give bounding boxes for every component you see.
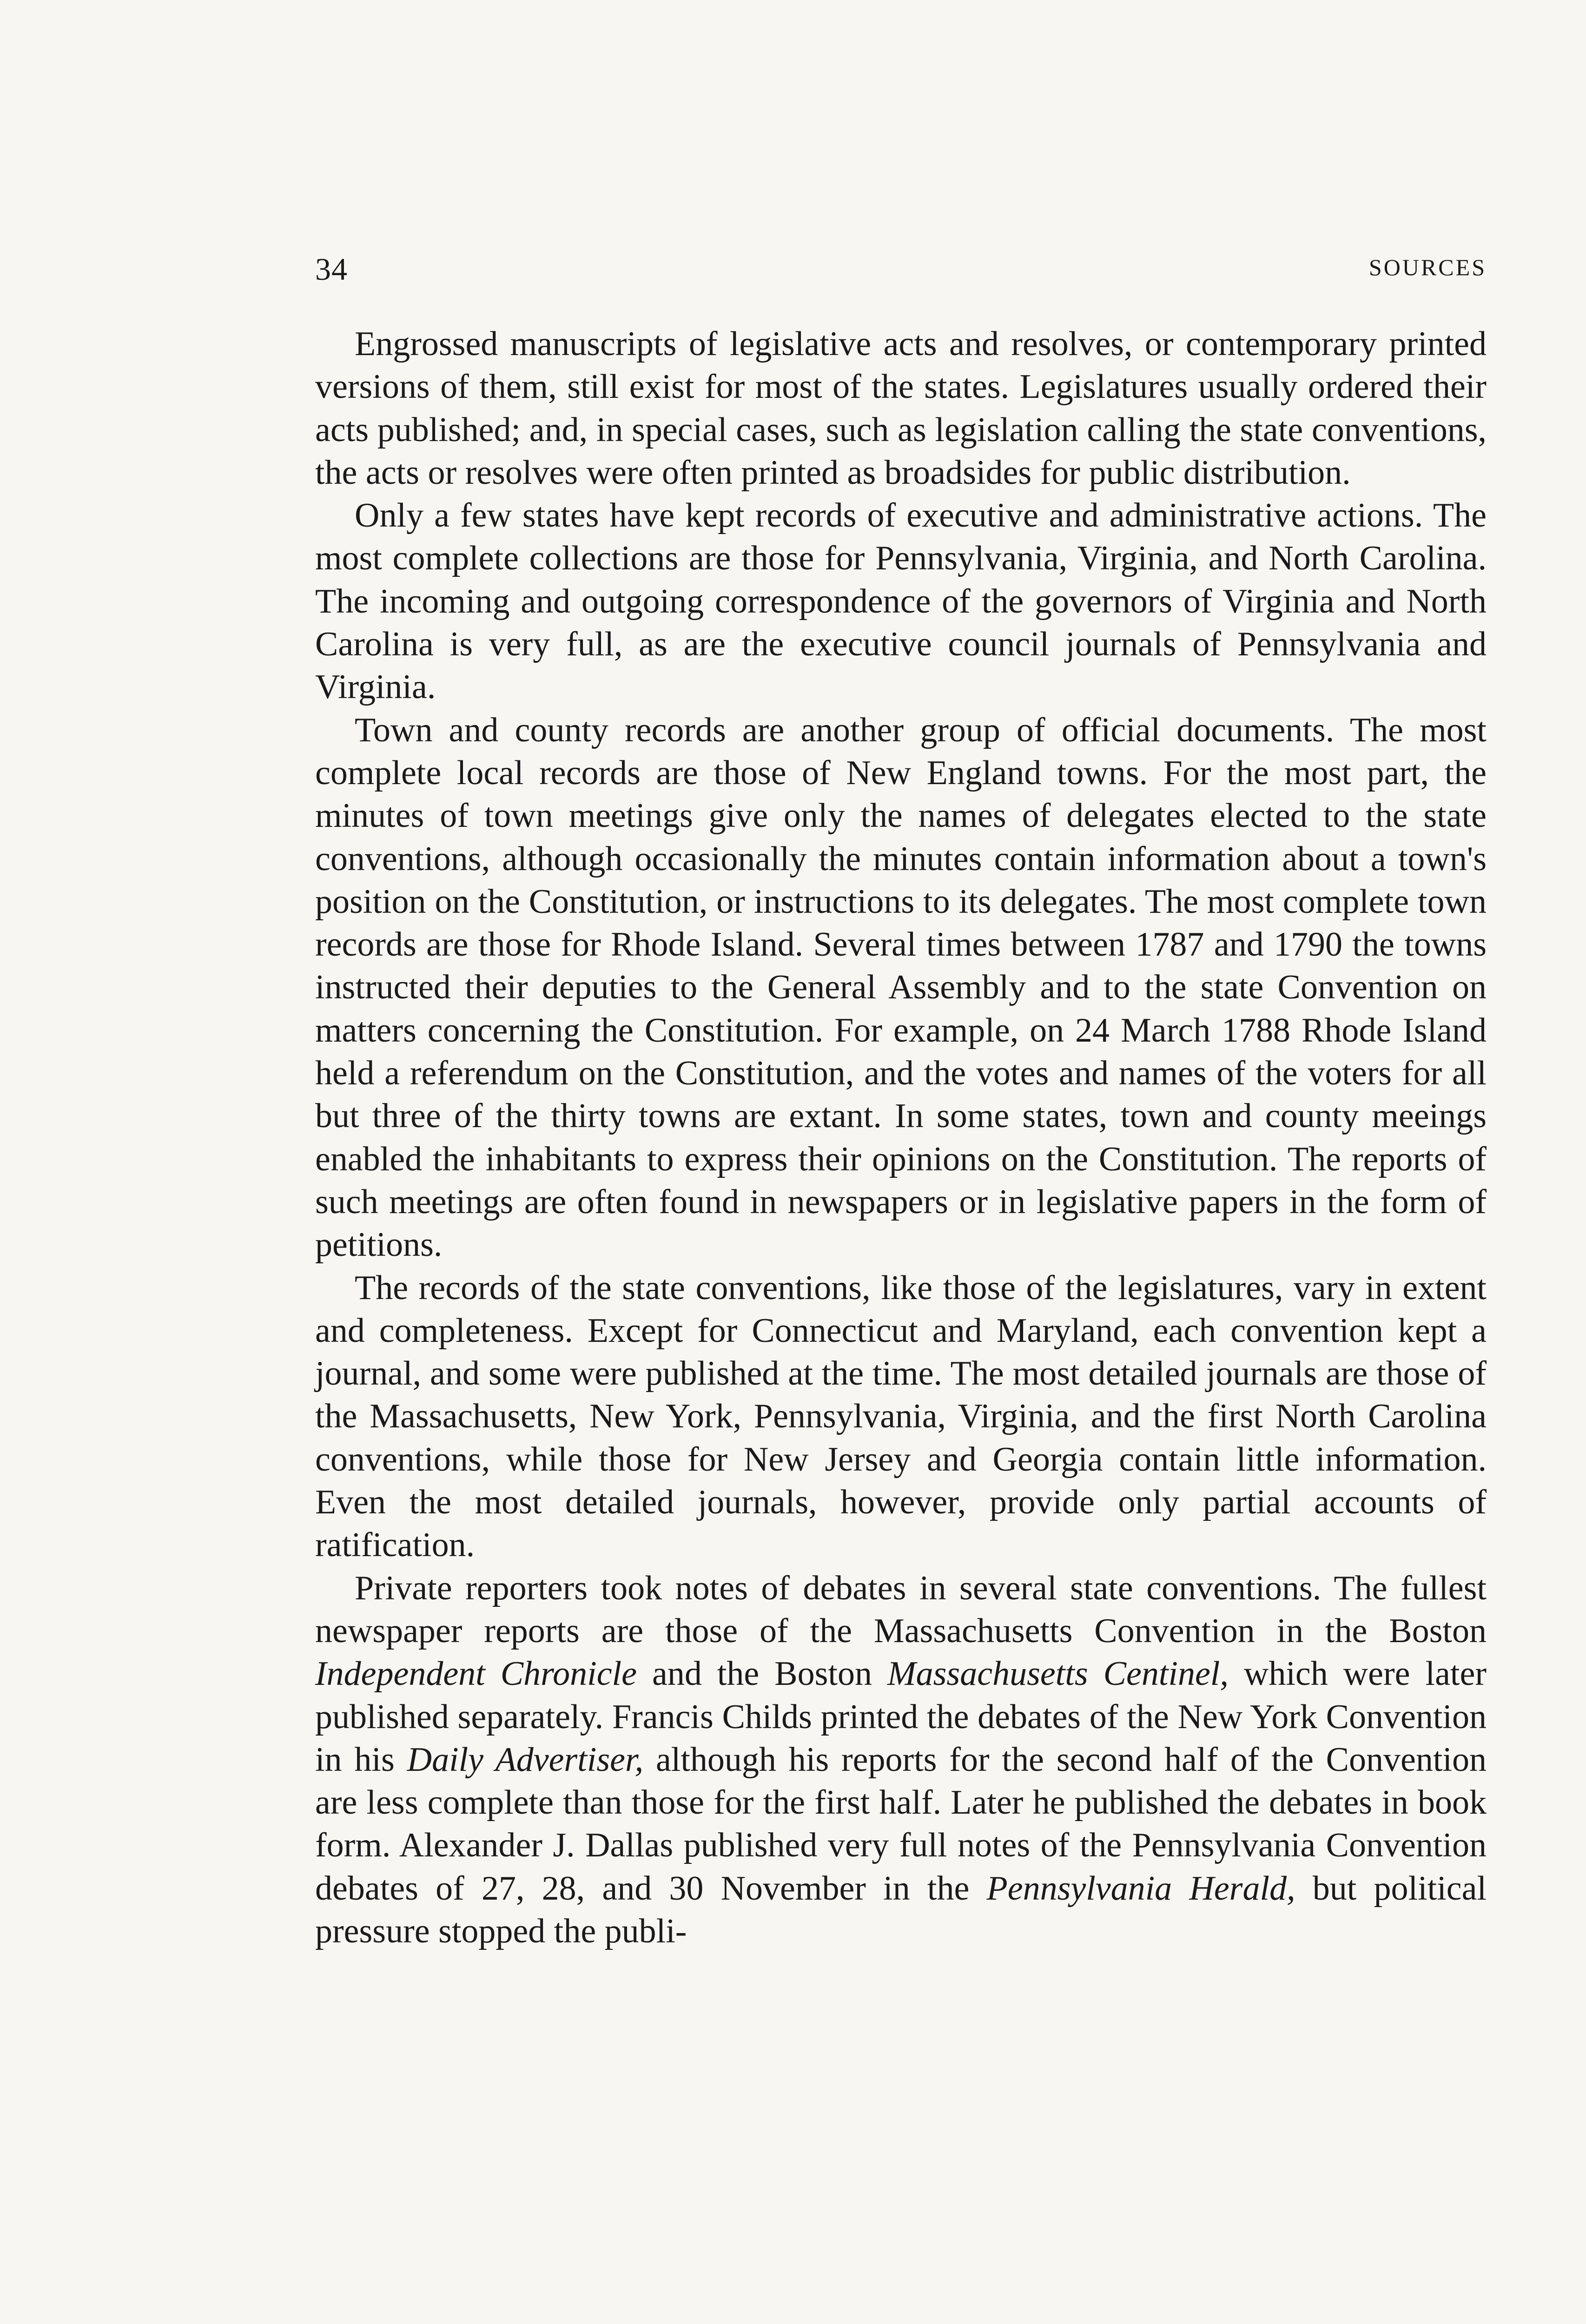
text-run: but political pressure stopped the publi- (315, 1869, 1487, 1950)
paragraph (315, 1267, 1487, 1567)
paragraph (315, 323, 1487, 494)
paragraph (315, 709, 1487, 1267)
text-run: Private reporters took notes of debates in several state conventions. The fullest newspaper reports are those of the Massachusetts Convention in the Boston (315, 1569, 1487, 1650)
section-title: SOURCES (1368, 254, 1487, 280)
text-run: which were later published separately. Francis Childs printed the debates of the New York Convention in his (315, 1655, 1487, 1779)
text-run: The records of the state conventions, like those of the legislatures, vary in extent and completeness. Except for Connecticut and Maryland, each convention kept a journal, and some were published at the time. The most detailed journals are those of the Massachusetts, New York, Pennsylvania, Virginia, and the first North Carolina conventions, while those for New Jersey and Georgia contain little information. Even the most detailed journals, however, provide only partial accounts of ratification. (315, 1268, 1487, 1565)
text-run: although his reports for the second half of the Convention are less complete than those for the first half. Later he published the debates in book form. Alexander J. Dallas published very full notes of the Pennsylvania Convention debates of 27, 28, and 30 November in the (315, 1740, 1487, 1908)
paragraph (315, 1567, 1487, 1953)
text-run: Only a few states have kept records of executive and administrative actions. The most complete collections are those for Pennsylvania, Virginia, and North Carolina. The incoming and outgoing correspondence of the governors of Virginia and North Carolina is very full, as are the executive council journals of Pennsylvania and Virginia. (315, 496, 1487, 706)
italic-title: Independent Chronicle (315, 1655, 637, 1693)
italic-title: Massachusetts Centinel, (887, 1655, 1229, 1693)
body-text (315, 323, 1487, 1953)
paragraph (315, 494, 1487, 708)
running-head (315, 251, 1487, 293)
text-run: and the Boston (636, 1655, 887, 1693)
text-run: Town and county records are another group of official documents. The most complete local records are those of New England towns. For the most part, the minutes of town meetings give only the names of delegates elected to the state conventions, although occasionally the minutes contain information about a town's position on the Constitution, or instructions to its delegates. The most complete town records are those for Rhode Island. Several times between 1787 and 1790 the towns instructed their deputies to the General Assembly and to the state Convention on matters concerning the Constitution. For example, on 24 March 1788 Rhode Island held a referendum on the Constitution, and the votes and names of the voters for all but three of the thirty towns are extant. In some states, town and county meeings enabled the inhabitants to express their opinions on the Constitution. The reports of such meetings are often found in newspapers or in legislative papers in the form of petitions. (315, 711, 1487, 1264)
italic-title: Daily Advertiser, (407, 1740, 644, 1779)
page-number: 34 (315, 251, 348, 287)
italic-title: Pennsylvania Herald, (986, 1869, 1295, 1908)
text-run: Engrossed manuscripts of legislative acts and resolves, or contemporary printed versions of them, still exist for most of the states. Legislatures usually ordered their acts published; and, in special cases, such as legislation calling the state conventions, the acts or resolves were often printed as broadsides for public distribution. (315, 325, 1487, 492)
